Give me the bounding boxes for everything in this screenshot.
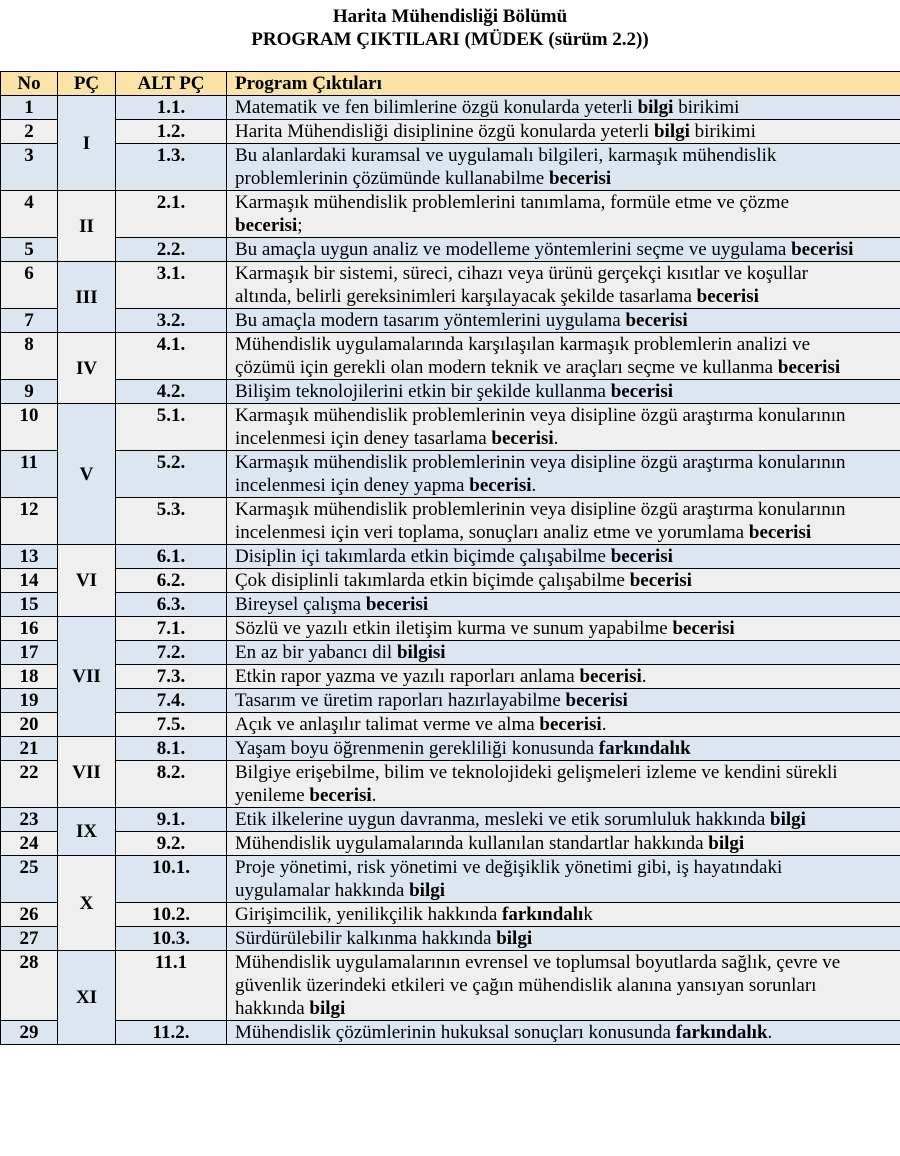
- bold-keyword: bilgisi: [396, 642, 446, 663]
- bold-keyword: bilgi: [309, 998, 346, 1019]
- bold-keyword: farkındalık: [675, 1022, 768, 1043]
- outcome-text-part: En az bir yabancı dil: [235, 642, 397, 663]
- department-title: Harita Mühendisliği Bölümü: [332, 6, 568, 27]
- table-row: [1, 903, 900, 927]
- bold-keyword: bilgi: [496, 928, 533, 949]
- program-outcome-text: [227, 569, 900, 593]
- table-row: [1, 451, 900, 498]
- outcome-text-part: Girişimcilik, yenilikçilik hakkında: [235, 904, 503, 925]
- outcome-text-part: Etkin rapor yazma ve yazılı raporları anlama: [235, 666, 580, 687]
- outcome-text-part: ;: [297, 215, 303, 236]
- bold-keyword: bilgi: [653, 121, 690, 142]
- bold-keyword: becerisi: [309, 785, 372, 806]
- alt-pc-code: 4.2.: [116, 380, 227, 404]
- outcome-text-part: incelenmesi için veri toplama, sonuçları analiz etme ve yorumlama: [235, 522, 749, 543]
- program-outcome-text: [227, 641, 900, 665]
- row-number: 13: [1, 545, 58, 569]
- outcome-text-part: Karmaşık mühendislik problemlerinin veya disipline özgü araştırma konularının: [235, 452, 846, 473]
- program-outcome-text: [227, 451, 900, 498]
- outcome-text-part: .: [531, 475, 537, 496]
- table-header-row: [1, 72, 900, 96]
- bold-keyword: bilgi: [708, 833, 745, 854]
- program-outcome-text: [227, 120, 900, 144]
- alt-pc-code: 5.2.: [116, 451, 227, 498]
- row-number: 29: [1, 1021, 58, 1045]
- outcome-text-part: Karmaşık bir sistemi, süreci, cihazı veya ürünü gerçekçi kısıtlar ve koşullar: [235, 263, 808, 284]
- outcome-text-part: Bireysel çalışma: [235, 594, 366, 615]
- outcome-text-part: .: [553, 428, 559, 449]
- alt-pc-code: 9.1.: [116, 808, 227, 832]
- pc-group-label: VI: [58, 545, 116, 617]
- pc-group-label: IV: [58, 333, 116, 404]
- table-row: [1, 617, 900, 641]
- table-body: [1, 96, 900, 1045]
- alt-pc-code: 10.2.: [116, 903, 227, 927]
- outcome-text-part: yenileme: [235, 785, 310, 806]
- bold-keyword: becerisi: [365, 594, 429, 615]
- bold-keyword: becerisi: [491, 428, 554, 449]
- pc-group-label: IX: [58, 808, 116, 856]
- outcome-text-part: güvenlik üzerindeki etkileri ve çağın mühendislik alanına yansıyan sorunları: [235, 975, 817, 996]
- row-number: 27: [1, 927, 58, 951]
- table-row: [1, 545, 900, 569]
- program-outcome-text: [227, 951, 900, 1021]
- alt-pc-code: 10.1.: [116, 856, 227, 903]
- outcome-text-part: uygulamalar hakkında: [235, 880, 410, 901]
- row-number: 8: [1, 333, 58, 380]
- alt-pc-code: 8.2.: [116, 761, 227, 808]
- outcome-text-part: Sözlü ve yazılı etkin iletişim kurma ve sunum yapabilme: [235, 618, 673, 639]
- alt-pc-code: 6.2.: [116, 569, 227, 593]
- program-outcome-text: [227, 309, 900, 333]
- header-alt-pc: ALT PÇ: [116, 72, 227, 96]
- pc-group-label: XI: [58, 951, 116, 1045]
- bold-keyword: bilgi: [409, 880, 446, 901]
- program-outcome-text: [227, 737, 900, 761]
- program-outcome-text: [227, 96, 900, 120]
- alt-pc-code: 6.3.: [116, 593, 227, 617]
- outcome-text-part: Mühendislik uygulamalarında karşılaşılan karmaşık problemlerin analizi ve: [235, 334, 811, 355]
- row-number: 9: [1, 380, 58, 404]
- alt-pc-code: 3.2.: [116, 309, 227, 333]
- header-pc: PÇ: [58, 72, 116, 96]
- program-outcome-text: [227, 927, 900, 951]
- outcome-text-part: Tasarım ve üretim raporları hazırlayabilme: [235, 690, 566, 711]
- bold-keyword: becerisi: [579, 666, 642, 687]
- row-number: 20: [1, 713, 58, 737]
- row-number: 26: [1, 903, 58, 927]
- pc-group-label: III: [58, 262, 116, 333]
- alt-pc-code: 6.1.: [116, 545, 227, 569]
- table-row: [1, 569, 900, 593]
- outcome-text-part: Mühendislik uygulamalarında kullanılan standartlar hakkında: [235, 833, 709, 854]
- header-program-outcomes: Program Çıktıları: [227, 72, 900, 96]
- pc-group-label: X: [58, 856, 116, 951]
- table-row: [1, 404, 900, 451]
- outcome-text-part: Karmaşık mühendislik problemlerinin veya disipline özgü araştırma konularının: [235, 499, 846, 520]
- program-outcome-text: [227, 191, 900, 238]
- outcome-text-part: Bu alanlardaki kuramsal ve uygulamalı bilgileri, karmaşık mühendislik: [235, 145, 777, 166]
- bold-keyword: becerisi: [748, 522, 812, 543]
- outcome-text-part: Etik ilkelerine uygun davranma, mesleki ve etik sorumluluk hakkında: [235, 809, 771, 830]
- row-number: 2: [1, 120, 58, 144]
- table-row: [1, 665, 900, 689]
- pc-group-label: VII: [58, 737, 116, 808]
- row-number: 12: [1, 498, 58, 545]
- alt-pc-code: 2.1.: [116, 191, 227, 238]
- program-outcome-text: [227, 761, 900, 808]
- table-row: [1, 808, 900, 832]
- bold-keyword: becerisi: [539, 714, 602, 735]
- outcome-text-part: Açık ve anlaşılır talimat verme ve alma: [235, 714, 540, 735]
- program-outcome-text: [227, 713, 900, 737]
- outcome-text-part: Çok disiplinli takımlarda etkin biçimde çalışabilme: [235, 570, 630, 591]
- alt-pc-code: 7.3.: [116, 665, 227, 689]
- bold-keyword: becerisi: [629, 570, 692, 591]
- row-number: 14: [1, 569, 58, 593]
- program-outcome-text: [227, 333, 900, 380]
- outcome-text-part: Proje yönetimi, risk yönetimi ve değişiklik yönetimi gibi, iş hayatındaki: [235, 857, 783, 878]
- table-row: [1, 1021, 900, 1045]
- outcome-text-part: Mühendislik çözümlerinin hukuksal sonuçları konusunda: [235, 1022, 676, 1043]
- row-number: 24: [1, 832, 58, 856]
- alt-pc-code: 9.2.: [116, 832, 227, 856]
- bold-keyword: farkındalı: [502, 904, 584, 925]
- outcome-text-part: Bilişim teknolojilerini etkin bir şekilde kullanma: [235, 381, 611, 402]
- program-outcome-text: [227, 832, 900, 856]
- table-row: [1, 951, 900, 1021]
- outcome-text-part: Karmaşık mühendislik problemlerini tanımlama, formüle etme ve çözme: [235, 192, 789, 213]
- outcome-text-part: .: [601, 714, 607, 735]
- bold-keyword: becerisi: [548, 168, 612, 189]
- alt-pc-code: 7.5.: [116, 713, 227, 737]
- outcome-text-part: Sürdürülebilir kalkınma hakkında: [235, 928, 497, 949]
- bold-keyword: becerisi: [777, 357, 841, 378]
- pc-group-label: I: [58, 96, 116, 191]
- table-row: [1, 689, 900, 713]
- bold-keyword: becerisi: [625, 310, 688, 331]
- program-outcome-text: [227, 404, 900, 451]
- outcome-text-part: problemlerinin çözümünde kullanabilme: [235, 168, 549, 189]
- table-row: [1, 238, 900, 262]
- row-number: 15: [1, 593, 58, 617]
- outcome-text-part: Karmaşık mühendislik problemlerinin veya disipline özgü araştırma konularının: [235, 405, 846, 426]
- row-number: 10: [1, 404, 58, 451]
- program-outcome-text: [227, 617, 900, 641]
- program-outcome-text: [227, 144, 900, 191]
- row-number: 25: [1, 856, 58, 903]
- outcome-text-part: Bu amaçla modern tasarım yöntemlerini uygulama: [235, 310, 626, 331]
- alt-pc-code: 11.2.: [116, 1021, 227, 1045]
- table-row: [1, 927, 900, 951]
- alt-pc-code: 5.1.: [116, 404, 227, 451]
- table-row: [1, 262, 900, 309]
- alt-pc-code: 8.1.: [116, 737, 227, 761]
- outcome-text-part: Matematik ve fen bilimlerine özgü konularda yeterli: [235, 97, 638, 118]
- outcome-text-part: Bilgiye erişebilme, bilim ve teknolojideki gelişmeleri izleme ve kendini sürekli: [235, 762, 838, 783]
- row-number: 5: [1, 238, 58, 262]
- alt-pc-code: 3.1.: [116, 262, 227, 309]
- alt-pc-code: 4.1.: [116, 333, 227, 380]
- header-no: No: [1, 72, 58, 96]
- outcome-text-part: .: [767, 1022, 773, 1043]
- table-row: [1, 498, 900, 545]
- table-row: [1, 380, 900, 404]
- bold-keyword: becerisi: [672, 618, 735, 639]
- program-outcome-text: [227, 238, 900, 262]
- bold-keyword: bilgi: [637, 97, 674, 118]
- row-number: 1: [1, 96, 58, 120]
- table-row: [1, 96, 900, 120]
- table-row: [1, 713, 900, 737]
- outcome-text-part: Harita Mühendisliği disiplinine özgü konularda yeterli: [235, 121, 654, 142]
- bold-keyword: bilgi: [770, 809, 806, 830]
- alt-pc-code: 11.1: [116, 951, 227, 1021]
- bold-keyword: becerisi: [791, 239, 854, 260]
- row-number: 7: [1, 309, 58, 333]
- alt-pc-code: 1.2.: [116, 120, 227, 144]
- table-row: [1, 144, 900, 191]
- row-number: 4: [1, 191, 58, 238]
- outcome-text-part: .: [371, 785, 377, 806]
- program-outcome-text: [227, 545, 900, 569]
- row-number: 3: [1, 144, 58, 191]
- table-row: [1, 333, 900, 380]
- alt-pc-code: 7.4.: [116, 689, 227, 713]
- row-number: 28: [1, 951, 58, 1021]
- outcome-text-part: çözümü için gerekli olan modern teknik ve araçları seçme ve kullanma: [235, 357, 778, 378]
- pc-group-label: V: [58, 404, 116, 545]
- alt-pc-code: 7.1.: [116, 617, 227, 641]
- row-number: 11: [1, 451, 58, 498]
- outcome-text-part: birikimi: [689, 121, 756, 142]
- program-outcome-text: [227, 689, 900, 713]
- outcome-text-part: Disiplin içi takımlarda etkin biçimde çalışabilme: [235, 546, 611, 567]
- row-number: 16: [1, 617, 58, 641]
- pc-group-label: VII: [58, 617, 116, 737]
- bold-keyword: becerisi: [610, 381, 673, 402]
- program-outcome-text: [227, 903, 900, 927]
- program-outcome-text: [227, 593, 900, 617]
- program-outcome-text: [227, 1021, 900, 1045]
- document-title: PROGRAM ÇIKTILARI (MÜDEK (sürüm 2.2)): [251, 29, 649, 50]
- table-row: [1, 641, 900, 665]
- table-row: [1, 737, 900, 761]
- program-outcome-text: [227, 380, 900, 404]
- table-row: [1, 120, 900, 144]
- table-row: [1, 593, 900, 617]
- alt-pc-code: 1.1.: [116, 96, 227, 120]
- bold-keyword: becerisi: [565, 690, 628, 711]
- bold-keyword: becerisi: [469, 475, 532, 496]
- alt-pc-code: 5.3.: [116, 498, 227, 545]
- row-number: 21: [1, 737, 58, 761]
- outcome-text-part: birikimi: [673, 97, 740, 118]
- outcome-text-part: hakkında: [235, 998, 310, 1019]
- alt-pc-code: 10.3.: [116, 927, 227, 951]
- row-number: 6: [1, 262, 58, 309]
- outcome-text-part: incelenmesi için deney tasarlama: [235, 428, 492, 449]
- table-row: [1, 856, 900, 903]
- row-number: 18: [1, 665, 58, 689]
- program-outcome-text: [227, 262, 900, 309]
- program-outcomes-table: [0, 71, 900, 1045]
- bold-keyword: becerisi: [235, 215, 298, 236]
- pc-group-label: II: [58, 191, 116, 262]
- table-row: [1, 309, 900, 333]
- row-number: 17: [1, 641, 58, 665]
- program-outcome-text: [227, 808, 900, 832]
- outcome-text-part: .: [641, 666, 647, 687]
- bold-keyword: farkındalık: [598, 738, 691, 759]
- bold-keyword: becerisi: [696, 286, 759, 307]
- row-number: 19: [1, 689, 58, 713]
- outcome-text-part: altında, belirli gereksinimleri karşılayacak şekilde tasarlama: [235, 286, 697, 307]
- outcome-text-part: k: [583, 904, 593, 925]
- program-outcome-text: [227, 665, 900, 689]
- outcome-text-part: incelenmesi için deney yapma: [235, 475, 470, 496]
- table-row: [1, 761, 900, 808]
- outcome-text-part: Bu amaçla uygun analiz ve modelleme yöntemlerini seçme ve uygulama: [235, 239, 792, 260]
- program-outcome-text: [227, 498, 900, 545]
- row-number: 23: [1, 808, 58, 832]
- program-outcome-text: [227, 856, 900, 903]
- alt-pc-code: 1.3.: [116, 144, 227, 191]
- table-row: [1, 191, 900, 238]
- outcome-text-part: Mühendislik uygulamalarının evrensel ve toplumsal boyutlarda sağlık, çevre ve: [235, 952, 841, 973]
- bold-keyword: becerisi: [610, 546, 673, 567]
- alt-pc-code: 2.2.: [116, 238, 227, 262]
- row-number: 22: [1, 761, 58, 808]
- outcome-text-part: Yaşam boyu öğrenmenin gerekliliği konusunda: [235, 738, 599, 759]
- alt-pc-code: 7.2.: [116, 641, 227, 665]
- program-outcomes-table-wrap: [0, 71, 900, 1045]
- table-row: [1, 832, 900, 856]
